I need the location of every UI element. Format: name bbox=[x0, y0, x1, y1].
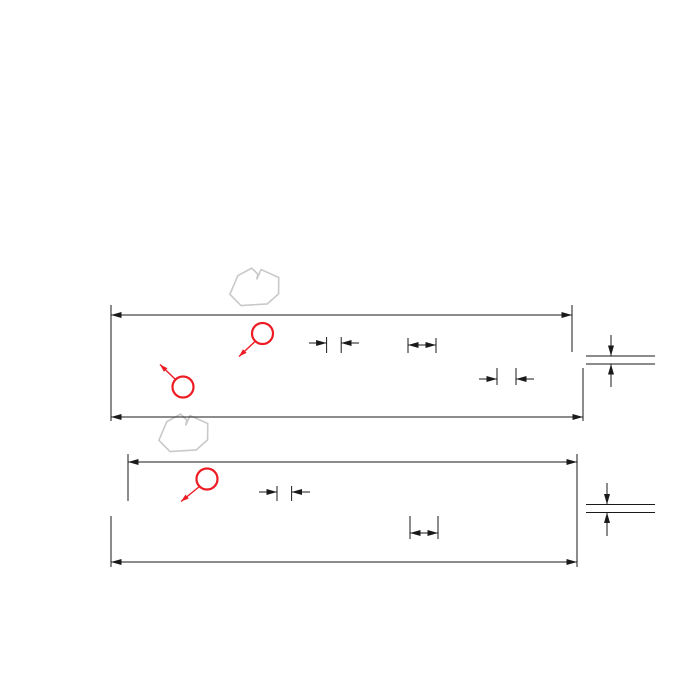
marker-r bbox=[181, 469, 218, 502]
watermark-top bbox=[226, 264, 283, 310]
watermark-logo-icon bbox=[226, 264, 283, 310]
dimensions-r bbox=[111, 454, 655, 567]
marker-b bbox=[239, 323, 273, 357]
dimensions-ab bbox=[111, 305, 655, 421]
marker-a bbox=[160, 365, 194, 398]
